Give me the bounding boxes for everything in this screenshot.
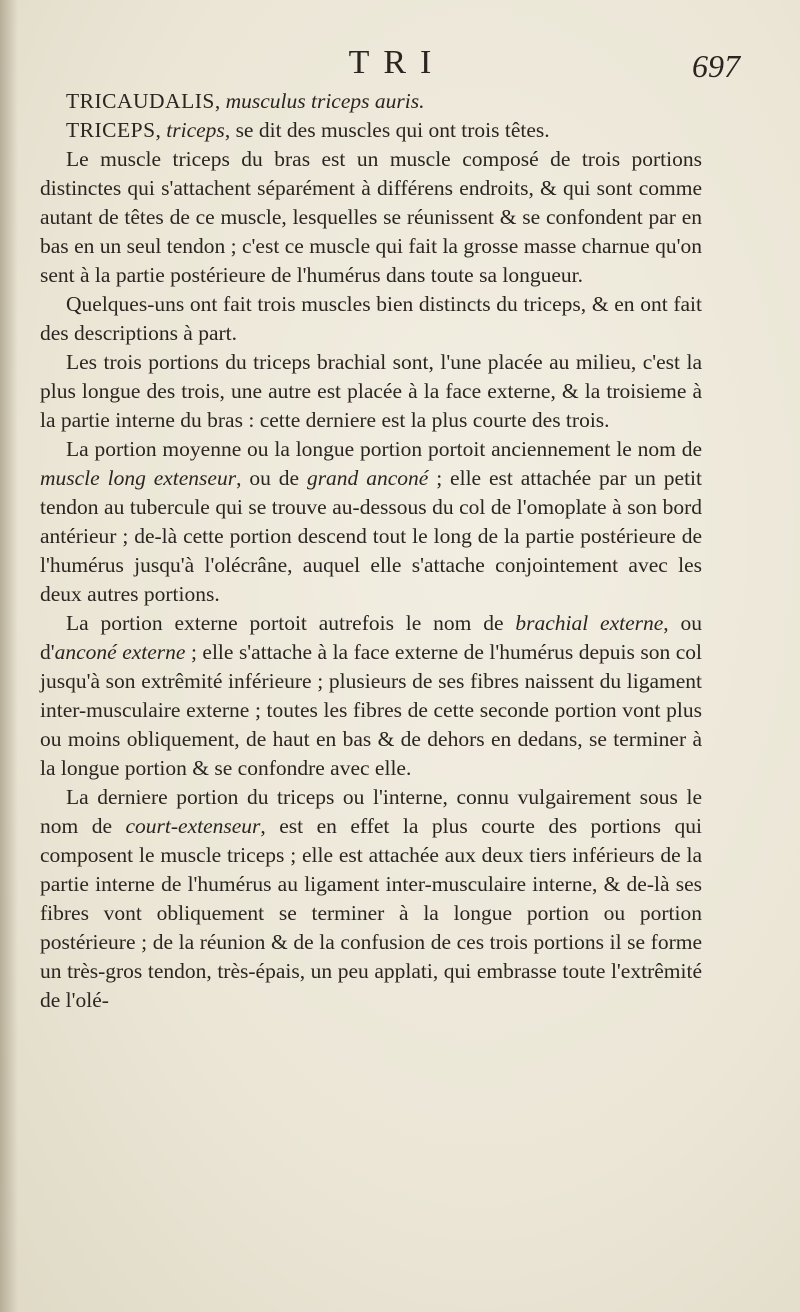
text-run: Quelques-uns ont fait trois muscles bien distincts du triceps, & en ont fait des descriptions à part.: [40, 292, 702, 345]
page-body: [40, 87, 702, 1015]
headword: TRICEPS: [66, 118, 156, 142]
italic-term: musculus triceps auris.: [225, 89, 425, 113]
paragraph: [40, 87, 702, 116]
text-run: Les trois portions du triceps brachial sont, l'une placée au milieu, c'est la plus longue des trois, une autre est placée à la face externe, & la troisieme à la partie interne du bras : cette derniere est la plus courte des trois.: [40, 350, 702, 432]
italic-term: court-extenseur: [125, 814, 261, 838]
text-run: , se dit des muscles qui ont trois têtes.: [224, 118, 550, 142]
text-run: ,: [214, 89, 226, 113]
page-number: 697: [692, 48, 740, 84]
paragraph: [40, 290, 702, 348]
text-run: La portion moyenne ou la longue portion portoit anciennement le nom de: [66, 437, 702, 461]
text-run: La portion externe portoit autrefois le nom de: [66, 611, 516, 635]
paragraph: [40, 348, 702, 435]
paragraph: [40, 145, 702, 290]
headword: TRICAUDALIS: [66, 89, 215, 113]
italic-term: muscle long extenseur: [40, 466, 237, 490]
text-run: ,: [155, 118, 167, 142]
text-run: , ou d': [40, 611, 703, 664]
italic-term: brachial externe: [515, 611, 664, 635]
text-run: , est en effet la plus courte des portions qui composent le muscle triceps ; elle est attachée aux deux tiers inférieurs de la partie interne de l'humérus au ligament inter-musculaire interne, & de-là ses fibres vont obliquement se terminer à la longue portion ou portion postérieure ; de la réunion & de la confusion de ces trois portions il se forme un très-gros tendon, très-épais, un peu applati, qui embrasse toute l'extrêmité de l'olé-: [40, 814, 702, 1012]
italic-term: grand anconé: [306, 466, 429, 490]
paragraph: [40, 609, 702, 783]
text-run: ; elle est attachée par un petit tendon au tubercule qui se trouve au-dessous du col de l'omoplate à son bord antérieur ; de-là cette portion descend tout le long de la partie postérieure de l'humérus jusqu'à l'olécrâne, auquel elle s'attache conjointement avec les deux autres portions.: [40, 466, 703, 606]
text-run: ; elle s'attache à la face externe de l'humérus depuis son col jusqu'à son extrêmité inférieure ; plusieurs de ses fibres naissent du ligament inter-musculaire externe ; toutes les fibres de cette seconde portion vont plus ou moins obliquement, de haut en bas & de dehors en dedans, se terminer à la longue portion & se confondre avec elle.: [40, 640, 702, 780]
paragraph: [40, 116, 702, 145]
paragraph: [40, 783, 702, 1015]
italic-term: anconé externe: [54, 640, 186, 664]
text-run: Le muscle triceps du bras est un muscle composé de trois portions distinctes qui s'attachent séparément à différens endroits, & qui sont comme autant de têtes de ce muscle, lesquelles se réunissent & se confondent par en bas en un seul tendon ; c'est ce muscle qui fait la grosse masse charnue qu'on sent à la partie postérieure de l'humérus dans toute sa longueur.: [40, 147, 702, 287]
paragraph: [40, 435, 702, 609]
page-header: [40, 44, 740, 88]
text-run: La derniere portion du triceps ou l'interne, connu vulgairement sous le nom de: [40, 785, 702, 838]
text-run: , ou de: [236, 466, 307, 490]
spine-shadow: [0, 0, 18, 1312]
running-head: TRI: [348, 44, 446, 81]
italic-term: triceps: [166, 118, 225, 142]
